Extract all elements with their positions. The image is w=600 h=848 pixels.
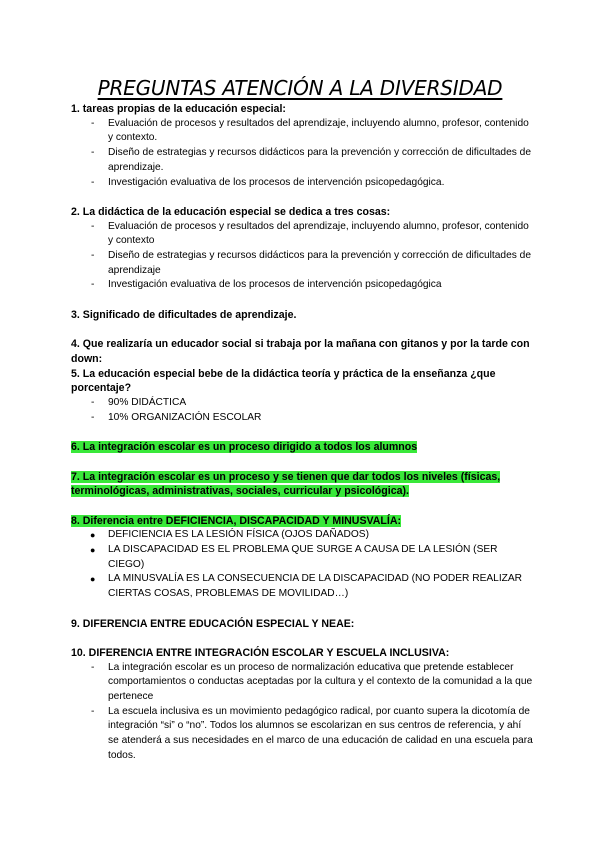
answer-list [71, 117, 533, 191]
page-title: PREGUNTAS ATENCIÓN A LA DIVERSIDAD [97, 76, 503, 100]
list-item: - La integración escolar es un proceso de normalización educativa que pretende establecer comportamientos o conductas aceptadas por la cultura y el contexto de la comunidad a la que pertenece [91, 661, 533, 702]
list-item: - Evaluación de procesos y resultados del aprendizaje, incluyendo alumno, profesor, contenido y contexto [91, 220, 529, 247]
list-item: - 90% DIDÁCTICA [71, 396, 533, 411]
dash-marker: - [91, 279, 95, 291]
question-heading: 3. Significado de dificultades de aprendizaje. [71, 308, 297, 321]
list-item: - Diseño de estrategias y recursos didácticos para la prevención y corrección de dificultades de aprendizaje. [91, 147, 532, 173]
question-heading [71, 514, 533, 529]
question-heading: 9. DIFERENCIA ENTRE EDUCACIÓN ESPECIAL Y NEAE: [71, 617, 355, 630]
list-item: ● LA DISCAPACIDAD ES EL PROBLEMA QUE SURGE A CAUSA DE LA LESIÓN (SER CIEGO) [90, 544, 498, 570]
bullet-marker: ● [90, 574, 96, 585]
answer-list [71, 661, 533, 764]
list-item: - Evaluación de procesos y resultados del aprendizaje, incluyendo alumno, profesor, contenido y contexto. [91, 117, 529, 144]
question-list [71, 102, 533, 764]
question-3 [71, 308, 533, 323]
dash-marker: - [91, 661, 95, 673]
question-6 [71, 440, 533, 455]
dash-marker: - [91, 411, 95, 423]
question-heading: 2. La didáctica de la educación especial se dedica a tres cosas: [71, 205, 391, 218]
question-8 [71, 514, 533, 602]
question-10 [71, 646, 533, 764]
list-item: ● DEFICIENCIA ES LA LESIÓN FÍSICA (OJOS DAÑADOS) [71, 528, 533, 543]
answer-list [71, 220, 533, 294]
answer-list [71, 528, 533, 602]
question-9 [71, 617, 533, 632]
dash-marker: - [91, 117, 95, 129]
question-heading [71, 440, 533, 455]
list-item: ● LA MINUSVALÍA ES LA CONSECUENCIA DE LA DISCAPACIDAD (NO PODER REALIZAR CIERTAS COSAS, PROBLEMAS DE MOVILIDAD…) [90, 573, 523, 600]
bullet-marker: ● [90, 545, 96, 555]
highlighted-text: 7. La integración escolar es un proceso y se tienen que dar todos los niveles (físicas, terminológicas, administrativas, sociales, curricular y psicológica). [71, 470, 501, 498]
dash-marker: - [91, 147, 95, 159]
question-2 [71, 205, 533, 293]
list-item: - Investigación evaluativa de los procesos de intervención psicopedagógica [71, 278, 533, 293]
question-heading: 1. tareas propias de la educación especial: [71, 103, 286, 115]
highlighted-text: 8. Diferencia entre DEFICIENCIA, DISCAPACIDAD Y MINUSVALÍA: [71, 514, 402, 527]
list-item: - Investigación evaluativa de los procesos de intervención psicopedagógica. [71, 176, 533, 191]
dash-marker: - [91, 250, 95, 262]
question-heading: 5. La educación especial bebe de la didáctica teoría y práctica de la enseñanza ¿que porcentaje? [71, 367, 496, 395]
list-item: - Diseño de estrategias y recursos didácticos para la prevención y corrección de dificultades de aprendizaje [91, 250, 532, 276]
dash-marker: - [91, 220, 95, 232]
question-7 [71, 470, 533, 499]
question-5 [71, 367, 533, 426]
list-item: - La escuela inclusiva es un movimiento pedagógico radical, por cuanto supera la dicotomía de integración “si” o “no”. Todos los alumnos se escolarizan en sus centros de referencia, y ahí se atenderá a sus necesidades en el marco de una educación de calidad en una escuela para todos. [91, 705, 533, 761]
question-4 [71, 337, 533, 366]
dash-marker: - [91, 705, 95, 717]
bullet-marker: ● [90, 530, 96, 541]
answer-list [71, 396, 533, 425]
dash-marker: - [91, 397, 95, 409]
dash-marker: - [91, 176, 95, 188]
question-heading [71, 470, 533, 499]
question-1 [71, 102, 533, 190]
question-heading: 4. Que realizaría un educador social si trabaja por la mañana con gitanos y por la tarde con down: [71, 338, 530, 365]
list-item: - 10% ORGANIZACIÓN ESCOLAR [71, 411, 533, 426]
highlighted-text: 6. La integración escolar es un proceso dirigido a todos los alumnos [71, 441, 418, 454]
question-heading: 10. DIFERENCIA ENTRE INTEGRACIÓN ESCOLAR Y ESCUELA INCLUSIVA: [71, 646, 450, 659]
